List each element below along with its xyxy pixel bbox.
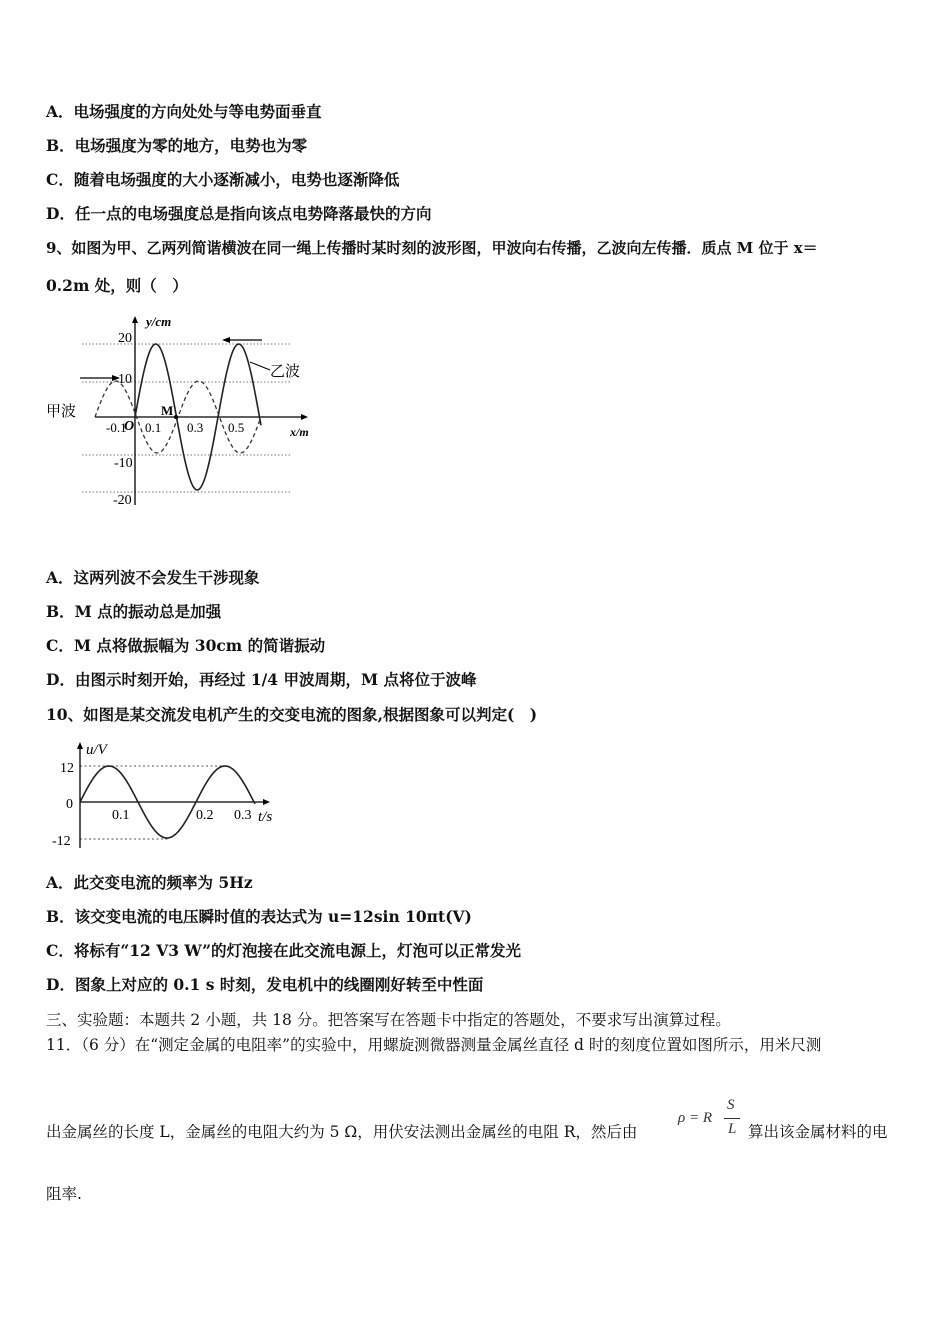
q9-stem-line2: 0.2m 处，则（ ）	[46, 276, 188, 295]
q10-option-a: A．此交变电流的频率为 5Hz	[46, 873, 253, 892]
q9-option-b: B．M 点的振动总是加强	[46, 602, 222, 621]
y-tick-10: 10	[118, 372, 132, 387]
q9-stem-line1: 9、如图为甲、乙两列简谐横波在同一绳上传播时某时刻的波形图，甲波向右传播，乙波向左传播．质点 M 位于 x＝	[46, 239, 818, 257]
q10-option-c: C．将标有“12 V3 W”的灯泡接在此交流电源上，灯泡可以正常发光	[46, 941, 522, 960]
u-tick-0: 0	[66, 797, 73, 812]
x-axis-label: x/m	[290, 425, 309, 439]
q9-wave-figure	[40, 310, 330, 515]
q10-voltage-figure	[48, 738, 288, 853]
q8-option-b: B．电场强度为零的地方，电势也为零	[46, 136, 308, 155]
section-3-heading: 三、实验题：本题共 2 小题，共 18 分。把答案写在答题卡中指定的答题处，不要求写出演算过程。	[46, 1011, 731, 1029]
q10-option-b: B．该交变电流的电压瞬时值的表达式为 u=12sin 10πt(V)	[46, 907, 472, 926]
x-tick-0-5: 0.5	[228, 420, 245, 435]
u-axis-label: u/V	[86, 742, 107, 758]
u-tick-12: 12	[60, 761, 74, 776]
q10-option-d: D．图象上对应的 0.1 s 时刻，发电机中的线圈刚好转至中性面	[46, 975, 484, 994]
q9-option-a: A．这两列波不会发生干涉现象	[46, 568, 260, 587]
u-tick-minus12: -12	[52, 834, 71, 849]
x-tick-minus0-1: -0.1	[106, 420, 127, 435]
x-tick-0-1: 0.1	[145, 420, 162, 435]
q9-option-d: D．由图示时刻开始，再经过 1/4 甲波周期，M 点将位于波峰	[46, 670, 477, 689]
origin-label: O	[124, 419, 135, 434]
q8-option-d: D．任一点的电场强度总是指向该点电势降落最快的方向	[46, 204, 432, 223]
y-axis-label: y/cm	[146, 314, 172, 329]
x-axis-arrow	[301, 414, 308, 420]
y-tick-20: 20	[118, 331, 132, 346]
yi-wave-label: 乙波	[270, 364, 301, 380]
yi-direction-arrow-head	[222, 337, 230, 343]
point-m-dot	[174, 415, 178, 419]
y-axis-arrow	[132, 316, 138, 323]
q11-line1: 11．（6 分）在“测定金属的电阻率”的实验中，用螺旋测微器测量金属丝直径 d 时的刻度位置如图所示，用米尺测	[46, 1036, 822, 1054]
resistivity-formula-lhs: ρ = R	[678, 1110, 712, 1126]
y-tick-minus10: -10	[114, 456, 133, 471]
jia-wave-label: 甲波	[46, 404, 77, 420]
t-axis-label: t/s	[258, 809, 273, 825]
q11-line2-before: 出金属丝的长度 L，金属丝的电阻大约为 5 Ω，用伏安法测出金属丝的电阻 R，然后由	[46, 1123, 638, 1141]
t-tick-0-3: 0.3	[234, 808, 252, 823]
q11-line2-after: 算出该金属材料的电	[748, 1123, 888, 1141]
x-tick-0-3: 0.3	[187, 420, 204, 435]
point-m-label: M	[161, 403, 174, 418]
resistivity-formula-numerator: S	[727, 1097, 735, 1113]
y-tick-minus20: -20	[113, 493, 132, 508]
q10-stem: 10、如图是某交流发电机产生的交变电流的图象,根据图象可以判定( )	[46, 705, 538, 724]
q11-line3: 阻率.	[46, 1185, 82, 1203]
q8-option-a: A．电场强度的方向处处与等电势面垂直	[46, 102, 322, 121]
q9-option-c: C．M 点将做振幅为 30cm 的简谐振动	[46, 636, 326, 655]
yi-label-leader	[250, 362, 270, 370]
resistivity-formula-denominator: L	[728, 1121, 737, 1137]
t-tick-0-1: 0.1	[112, 808, 130, 823]
q8-option-c: C．随着电场强度的大小逐渐减小，电势也逐渐降低	[46, 170, 400, 189]
u-axis-arrow	[77, 742, 83, 749]
t-axis-arrow	[263, 799, 270, 805]
t-tick-0-2: 0.2	[196, 808, 214, 823]
fraction-bar	[724, 1118, 740, 1119]
